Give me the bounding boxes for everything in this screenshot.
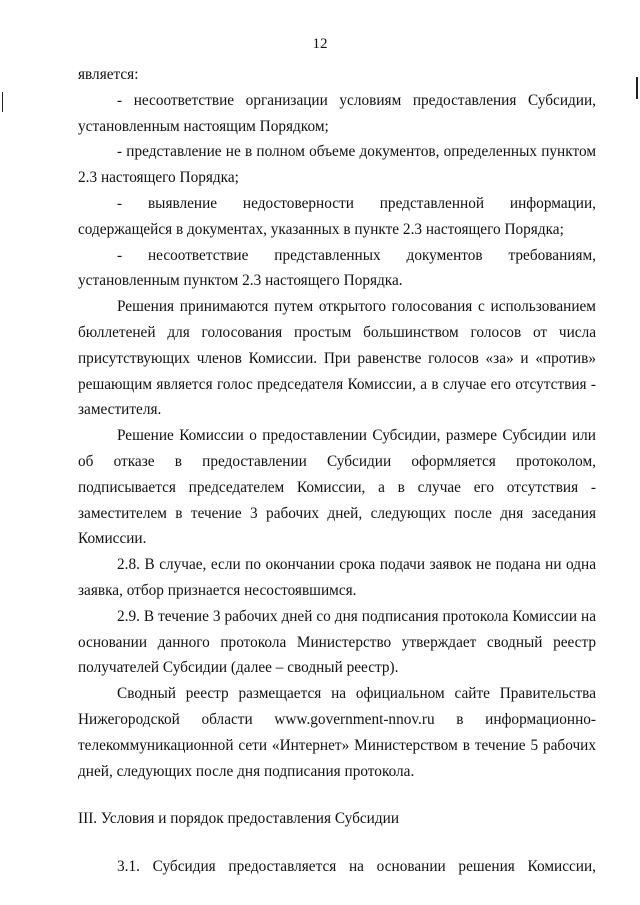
- paragraph-voting: Решения принимаются путем открытого голосования с использованием бюллетеней для голосования простым большинством голосов от числа присутствующих членов Комиссии. При равенстве голосов «за» и «против» решающим является голос председателя Комиссии, а в случае его отсутствия - заместителя.: [78, 298, 596, 419]
- paragraph-2-8: 2.8. В случае, если по окончании срока подачи заявок не подана ни одна заявка, отбор признается несостоявшимся.: [78, 556, 596, 599]
- paragraph-intro: является:: [78, 66, 139, 83]
- list-item-line: содержащейся в документах, указанных в пункте 2.3 настоящего Порядка;: [78, 220, 564, 238]
- list-item-line: установленным настоящим Порядком;: [78, 117, 329, 135]
- scan-edge-mark-left: [2, 92, 3, 112]
- document-body: [78, 62, 596, 880]
- paragraph-decision: Решение Комиссии о предоставлении Субсидии, размере Субсидии или об отказе в предоставлении Субсидии оформляется протоколом, подписывается председателем Комиссии, а в случае его отсутствия - заместителем в течение 3 рабочих дней, следующих после дня заседания Комиссии.: [78, 427, 596, 548]
- list-item-line: установленным пунктом 2.3 настоящего Порядка.: [78, 272, 403, 290]
- list-item-line: - несоответствие представленных документов требованиям,: [117, 246, 596, 264]
- paragraph-2-9: 2.9. В течение 3 рабочих дней со дня подписания протокола Комиссии на основании данного протокола Министерство утверждает сводный реестр получателей Субсидии (далее – сводный реестр).: [78, 607, 596, 677]
- paragraph-3-1: 3.1. Субсидия предоставляется на основании решения Комиссии,: [117, 858, 596, 876]
- list-item-line: - представление не в полном объеме документов, определенных пунктом: [117, 143, 596, 161]
- page-number: 12: [312, 36, 328, 52]
- paragraph-registry: Сводный реестр размещается на официальном сайте Правительства Нижегородской области www.government-nnov.ru в информационно-телекоммуникационной сети «Интернет» Министерством в течение 5 рабочих дней, следующих после дня подписания протокола.: [78, 685, 596, 780]
- section-heading: III. Условия и порядок предоставления Субсидии: [78, 810, 400, 828]
- list-item-line: - выявление недостоверности представленной информации,: [117, 194, 596, 212]
- scan-edge-mark-right: [636, 77, 638, 99]
- list-item-line: 2.3 настоящего Порядка;: [78, 169, 239, 187]
- list-item-line: - несоответствие организации условиям предоставления Субсидии,: [117, 91, 596, 109]
